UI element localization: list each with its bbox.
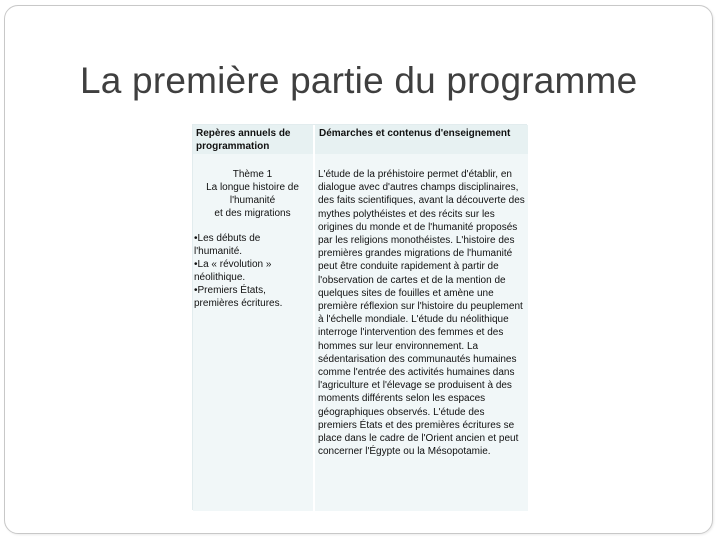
- header-reperes: Repères annuels de programmation: [193, 125, 315, 154]
- program-table: [192, 124, 527, 510]
- theme-line-3: l'humanité: [229, 195, 276, 206]
- theme-line-1: Thème 1: [232, 169, 273, 180]
- contenus-cell: [315, 154, 528, 511]
- bullet-list: [194, 232, 311, 310]
- content-paragraph: L'étude de la préhistoire permet d'établir, en dialogue avec d'autres champs disciplinaires, des faits scientifiques, avant la découverte des mythes polythéistes et des récits sur les origines du monde et de l'humanité proposés par les religions monothéistes. L'histoire des premières grandes migrations de l'humanité peut être conduite rapidement à partir de l'observation de cartes et de la mention de quelques sites de fouilles et amène une première réflexion sur l'histoire du peuplement à l'échelle mondiale. L'étude du néolithique interroge l'intervention des femmes et des hommes sur leur environnement. La sédentarisation des communautés humaines comme l'entrée des activités humaines dans l'agriculture et l'élevage se produisent à des moments différents selon les espaces géographiques observés. L'étude des premiers États et des premières écritures se place dans le cadre de l'Orient ancien et peut concerner l'Égypte ou la Mésopotamie.: [318, 169, 525, 458]
- bullet-item: •La « révolution » néolithique.: [194, 259, 272, 283]
- theme-line-4: et des migrations: [214, 208, 291, 219]
- theme-title: [194, 168, 311, 220]
- header-demarches: Démarches et contenus d'enseignement: [315, 125, 528, 154]
- theme-line-2: La longue histoire de: [206, 182, 299, 193]
- bullet-item: •Premiers États, premières écritures.: [194, 285, 283, 309]
- slide-title: La première partie du programme: [80, 60, 638, 101]
- reperes-cell: [193, 154, 315, 511]
- bullet-item: •Les débuts de l'humanité.: [194, 233, 261, 257]
